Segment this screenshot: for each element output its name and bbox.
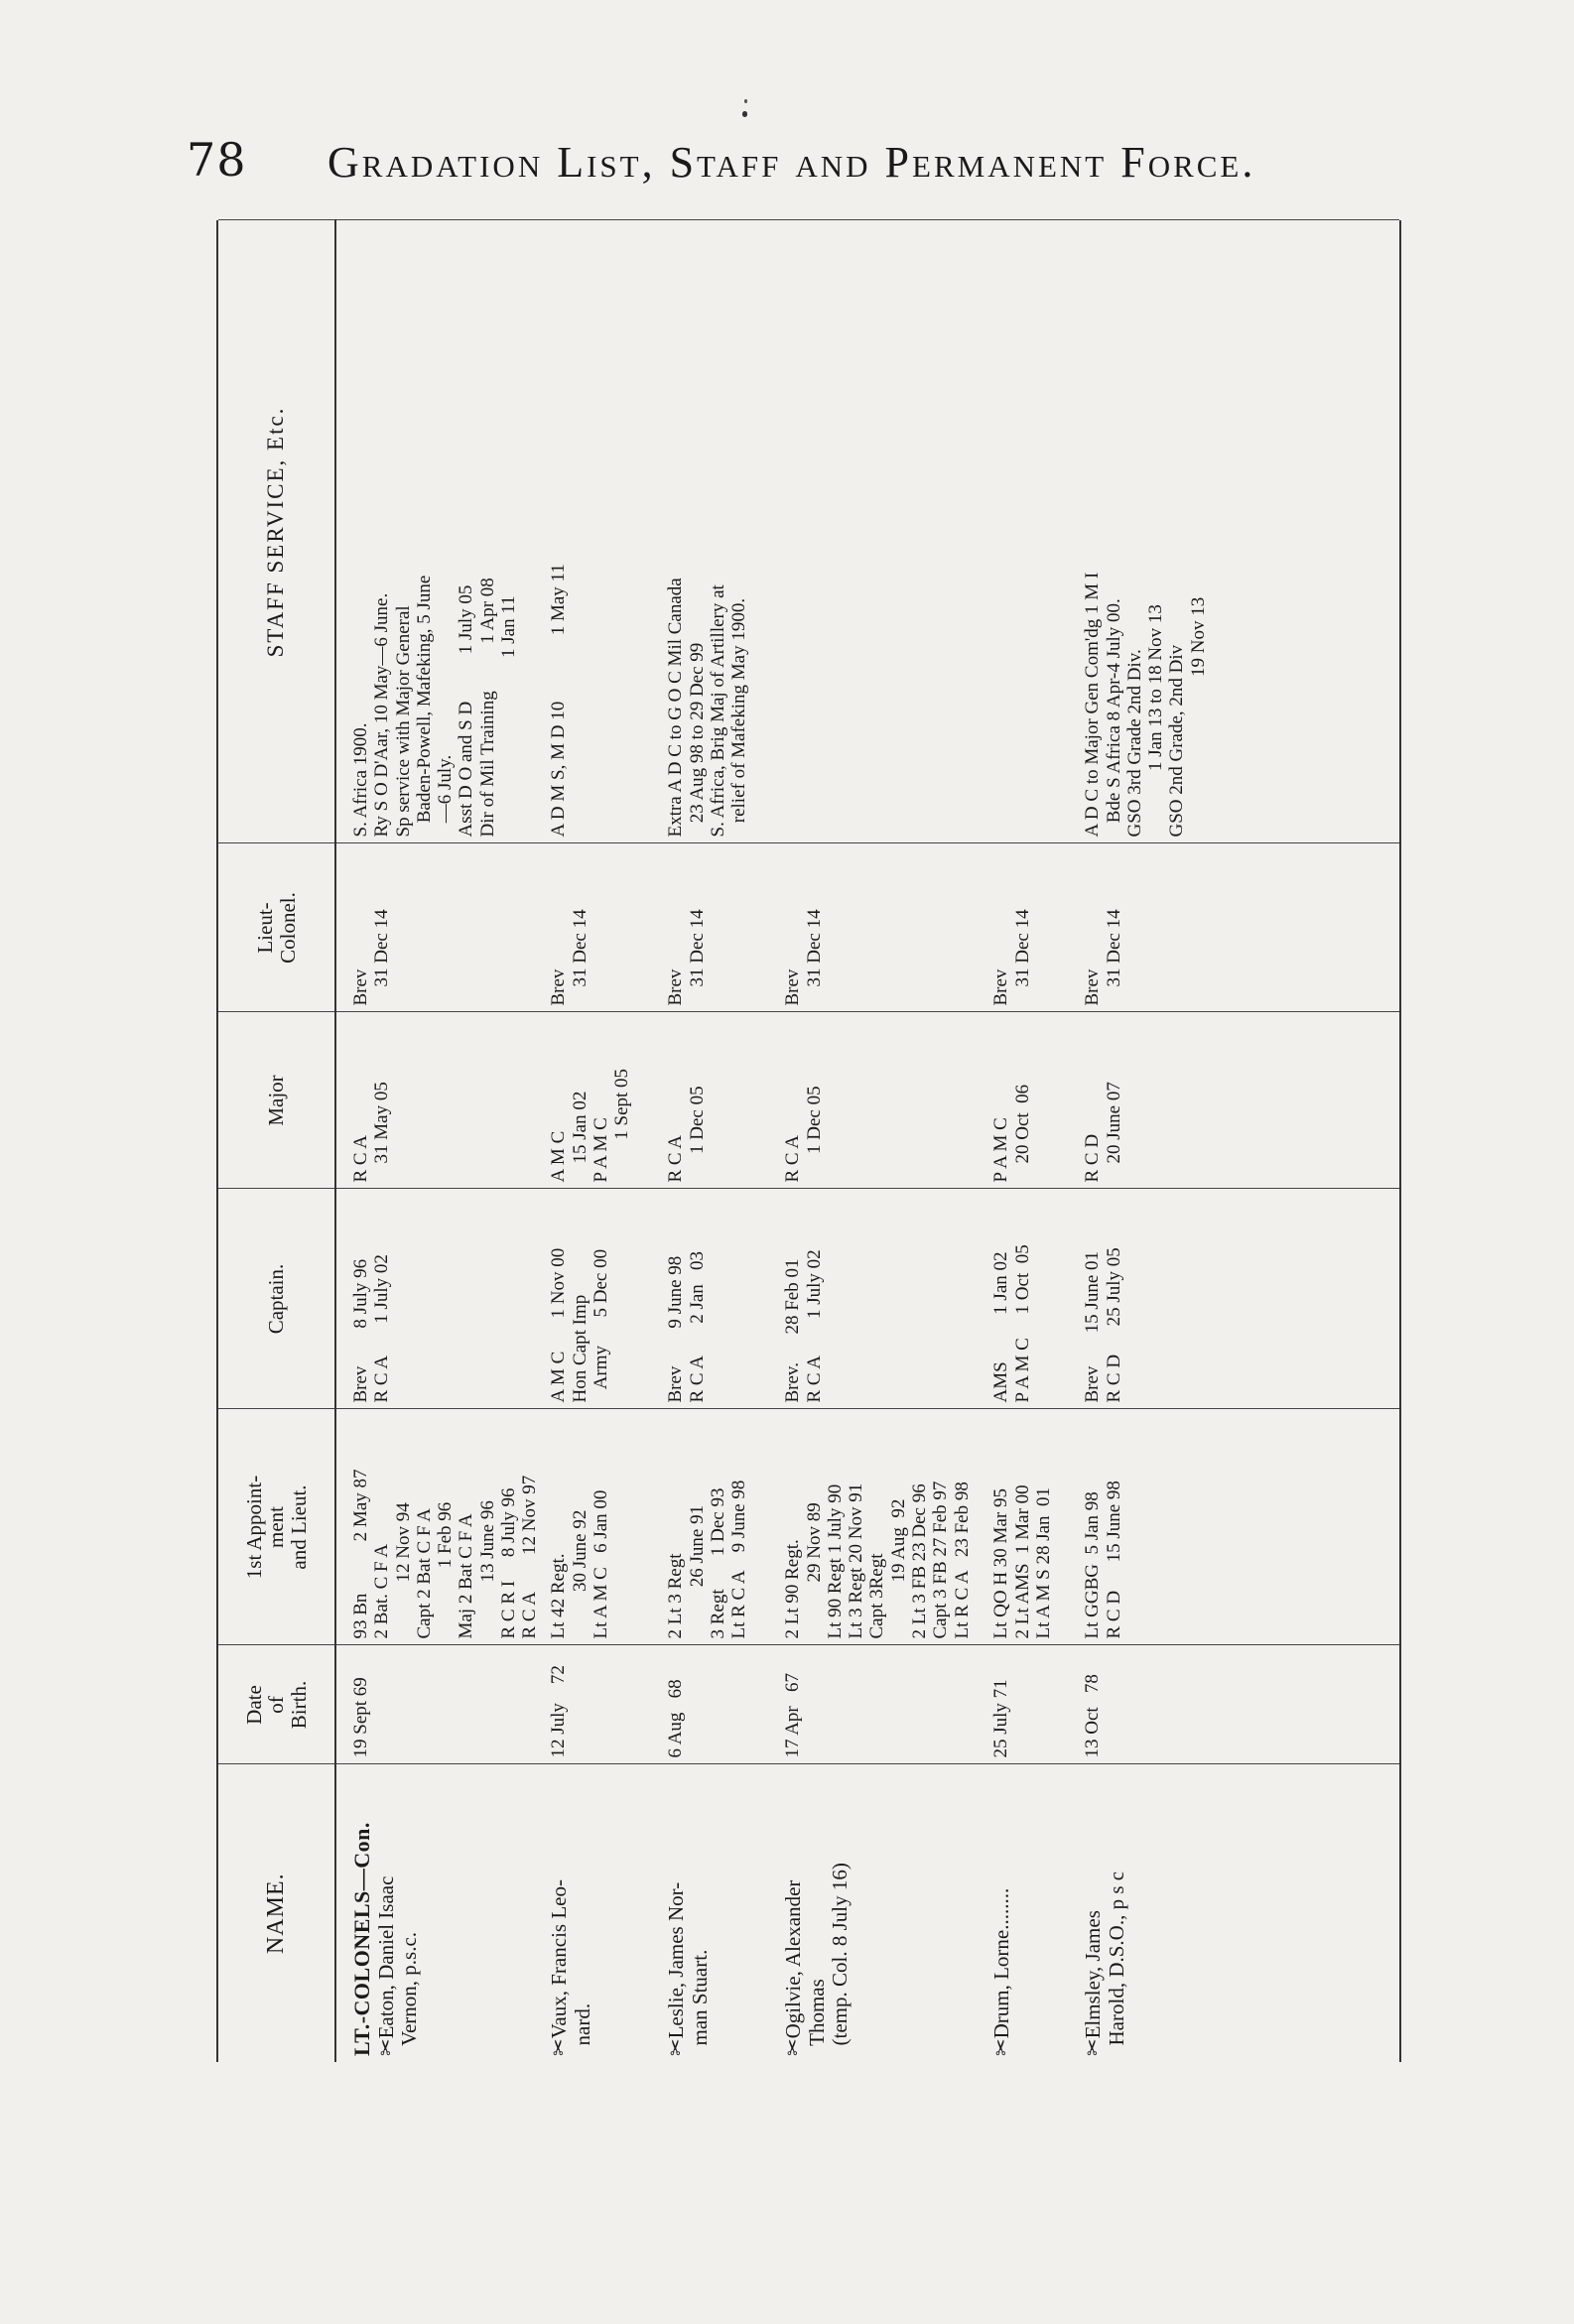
- major-cell: R C A 1 Dec 05: [661, 1012, 778, 1189]
- officer-name: ✂Ogilvie, Alexander Thomas (temp. Col. 8 July 16): [778, 1764, 986, 2062]
- officer-name: ✂Leslie, James Nor- man Stuart.: [661, 1764, 778, 2062]
- table-row: [335, 220, 544, 2062]
- first-appointment-cell: Lt QO H 30 Mar 95 2 Lt AMS 1 Mar 00 Lt A M S 28 Jan 01: [986, 1409, 1078, 1645]
- staff-service-cell: Extra A D C to G O C Mil Canada 23 Aug 98 to 29 Dec 99 S. Africa, Brig Maj of Artillery at relief of Mafeking May 1900.: [661, 220, 778, 843]
- first-appointment-cell: 2 Lt 90 Regt. 29 Nov 89 Lt 90 Regt 1 July 90 Lt 3 Regt 20 Nov 91 Capt 3Regt 19 Aug 92 2 Lt 3 FB 23 Dec 96 Capt 3 FB 27 Feb 97 Lt R C A 23 Feb 98: [778, 1409, 986, 1645]
- gradation-table: [218, 220, 1399, 2063]
- table-header-row: [218, 220, 335, 2062]
- column-header-major: Major: [218, 1012, 335, 1189]
- name-cell: [335, 1764, 544, 2062]
- lt-colonel-cell: Brev 31 Dec 14: [544, 843, 661, 1012]
- major-cell: A M C 15 Jan 02 P A M C 1 Sept 05: [544, 1012, 661, 1189]
- section-heading: LT.-COLONELS—Con.: [349, 1822, 374, 2056]
- dob-cell: 6 Aug 68: [661, 1645, 778, 1764]
- officer-name: ✂Eaton, Daniel Isaac Vernon, p.s.c.: [373, 1875, 422, 2056]
- table-row: [986, 220, 1078, 2062]
- table-row: [544, 220, 661, 2062]
- column-header-staff-service: STAFF SERVICE, Etc.: [218, 220, 335, 843]
- captain-cell: Brev 9 June 98 R C A 2 Jan 03: [661, 1189, 778, 1409]
- page-title: Gradation List, Staff and Permanent Force.: [328, 138, 1256, 187]
- lt-colonel-cell: Brev 31 Dec 14: [661, 843, 778, 1012]
- ink-speck: [744, 99, 747, 103]
- column-header-lt-colonel: Lieut- Colonel.: [218, 843, 335, 1012]
- major-cell: R C A 1 Dec 05: [778, 1012, 986, 1189]
- lt-colonel-cell: Brev 31 Dec 14: [986, 843, 1078, 1012]
- staff-service-cell: [778, 220, 986, 843]
- page-number: 78: [187, 133, 247, 187]
- staff-service-cell: [986, 220, 1078, 843]
- major-cell: R C A 31 May 05: [335, 1012, 544, 1189]
- dob-cell: 25 July 71: [986, 1645, 1078, 1764]
- officer-name: ✂Vaux, Francis Leo- nard.: [544, 1764, 661, 2062]
- column-header-first-appointment: 1st Appoint- ment and Lieut.: [218, 1409, 335, 1645]
- column-header-name: NAME.: [218, 1764, 335, 2062]
- first-appointment-cell: 93 Bn 2 May 87 2 Bat. C F A 12 Nov 94 Capt 2 Bat C F A 1 Feb 96 Maj 2 Bat C F A 13 June 96 R C R I 8 July 96 R C A 12 Nov 97: [335, 1409, 544, 1645]
- officer-name: ✂Drum, Lorne........: [986, 1764, 1078, 2062]
- captain-cell: AMS 1 Jan 02 P A M C 1 Oct 05: [986, 1189, 1078, 1409]
- column-header-captain: Captain.: [218, 1189, 335, 1409]
- column-header-dob: Date of Birth.: [218, 1645, 335, 1764]
- ink-speck: [742, 111, 747, 117]
- table-row: [661, 220, 778, 2062]
- dob-cell: 19 Sept 69: [335, 1645, 544, 1764]
- major-cell: P A M C 20 Oct 06: [986, 1012, 1078, 1189]
- lt-colonel-cell: Brev 31 Dec 14: [1078, 843, 1399, 1012]
- dob-cell: 17 Apr 67: [778, 1645, 986, 1764]
- captain-cell: Brev 8 July 96 R C A 1 July 02: [335, 1189, 544, 1409]
- lt-colonel-cell: Brev 31 Dec 14: [335, 843, 544, 1012]
- staff-service-cell: S. Africa 1900. Ry S O D'Aar, 10 May—6 June. Sp service with Major General Baden-Powell, Mafeking, 5 June —6 July. Asst D O and S D 1 July 05 Dir of Mil Training 1 Apr 08 1 Jan 11: [335, 220, 544, 843]
- captain-cell: Brev 15 June 01 R C D 25 July 05: [1078, 1189, 1399, 1409]
- first-appointment-cell: Lt 42 Regt. 30 June 92 Lt A M C 6 Jan 00: [544, 1409, 661, 1645]
- officer-name: ✂Elmsley, James Harold, D.S.O., p s c: [1078, 1764, 1399, 2062]
- staff-service-cell: A D C to Major Gen Com'dg 1 M I Bde S Africa 8 Apr-4 July 00. GSO 3rd Grade 2nd Div. 1 Jan 13 to 18 Nov 13 GSO 2nd Grade, 2nd Div 19 Nov 13: [1078, 220, 1399, 843]
- first-appointment-cell: 2 Lt 3 Regt 26 June 91 3 Regt 1 Dec 93 Lt R C A 9 June 98: [661, 1409, 778, 1645]
- staff-service-cell: A D M S, M D 10 1 May 11: [544, 220, 661, 843]
- gradation-table-frame: [216, 220, 1401, 2062]
- page-header: [0, 0, 1574, 228]
- captain-cell: Brev. 28 Feb 01 R C A 1 July 02: [778, 1189, 986, 1409]
- dob-cell: 13 Oct 78: [1078, 1645, 1399, 1764]
- table-row: [1078, 220, 1399, 2062]
- captain-cell: A M C 1 Nov 00 Hon Capt Imp Army 5 Dec 00: [544, 1189, 661, 1409]
- first-appointment-cell: Lt GGBG 5 Jan 98 R C D 15 June 98: [1078, 1409, 1399, 1645]
- lt-colonel-cell: Brev 31 Dec 14: [778, 843, 986, 1012]
- table-row: [778, 220, 986, 2062]
- rotated-table: [218, 220, 1399, 2062]
- major-cell: R C D 20 June 07: [1078, 1012, 1399, 1189]
- dob-cell: 12 July 72: [544, 1645, 661, 1764]
